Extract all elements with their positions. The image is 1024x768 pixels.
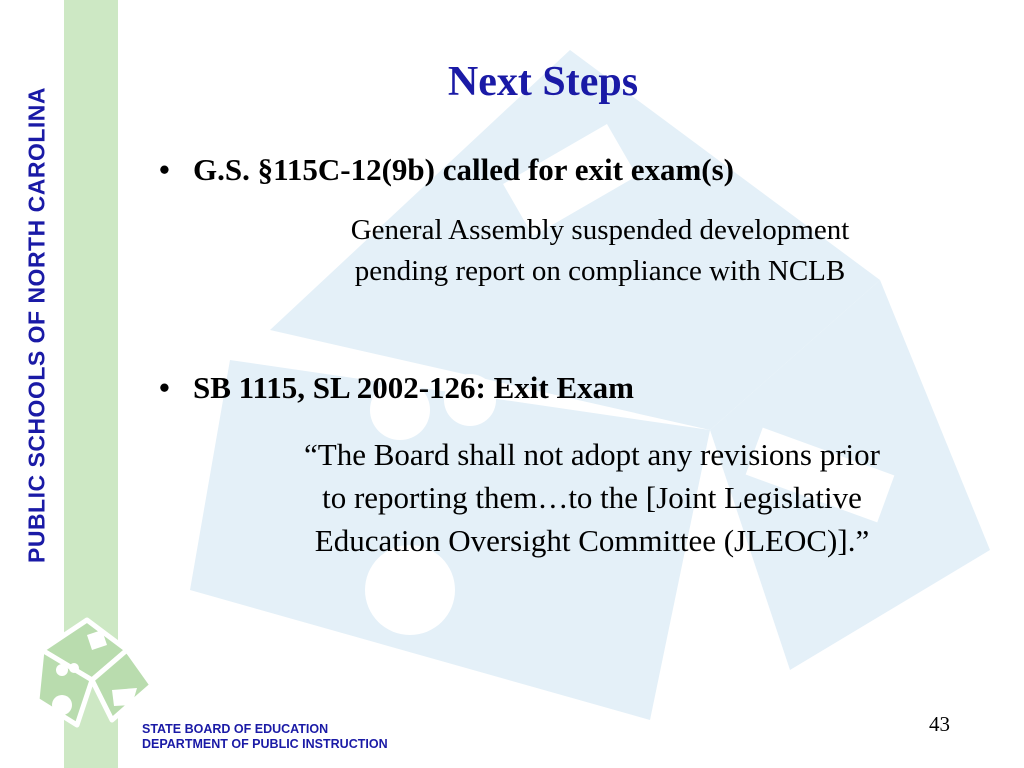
bullet-item-2 [159,370,634,406]
bullet-symbol: • [159,152,170,187]
page-number: 43 [929,712,950,736]
bullet-heading: SB 1115, SL 2002-126: Exit Exam [193,370,634,405]
detail-line: General Assembly suspended development [350,214,850,246]
bullet-detail-2 [212,433,972,562]
bullet-heading: G.S. §115C-12(9b) called for exit exam(s) [193,152,734,187]
vertical-org-name-text: PUBLIC SCHOOLS OF NORTH CAROLINA [23,87,50,563]
bullet-detail-1 [270,210,930,292]
footer-line-2: DEPARTMENT OF PUBLIC INSTRUCTION [142,737,388,751]
detail-line: pending report on compliance with NCLB [354,255,846,287]
detail-line: “The Board shall not adopt any revisions prior [304,437,880,472]
slide-title: Next Steps [447,59,639,105]
footer-org [142,722,388,752]
detail-line: Education Oversight Committee (JLEOC)].” [314,523,870,558]
nc-public-schools-logo-icon [32,610,162,740]
bullet-symbol: • [159,370,170,405]
detail-line: to reporting them…to the [Joint Legislative [322,480,862,515]
bullet-item-1 [159,152,734,188]
footer-line-1: STATE BOARD OF EDUCATION [142,722,329,736]
